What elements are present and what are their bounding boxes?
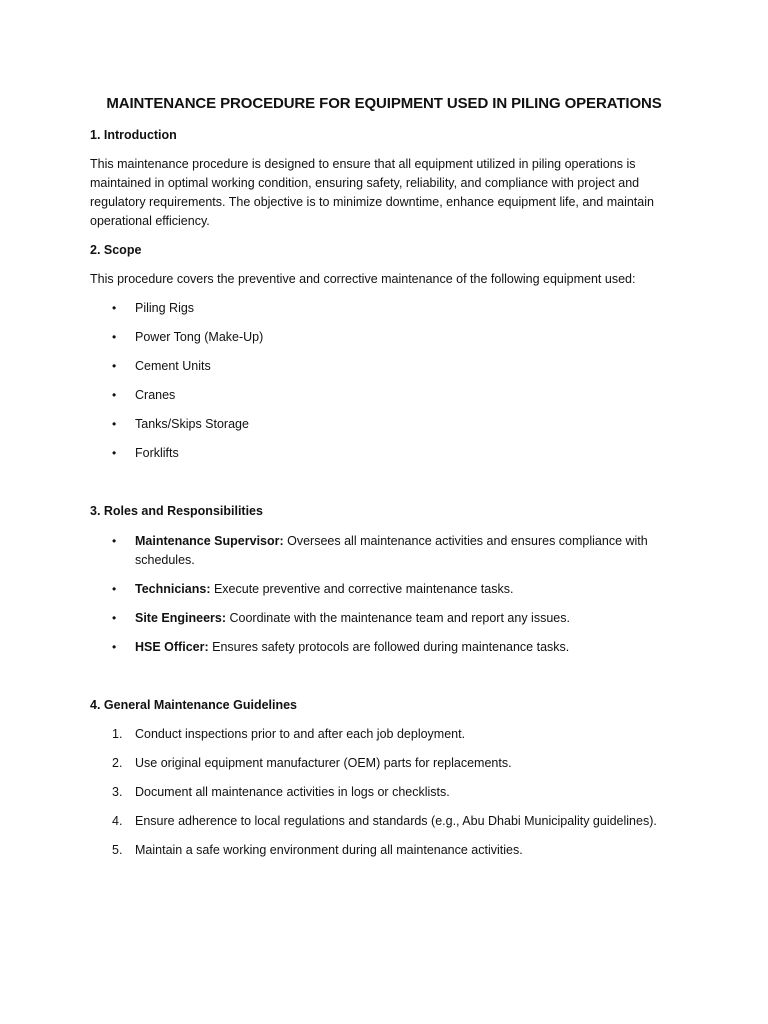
list-item xyxy=(90,328,690,347)
list-item xyxy=(90,580,690,599)
bullet-icon: • xyxy=(112,417,117,431)
list-item xyxy=(90,415,690,434)
list-item xyxy=(90,812,690,831)
introduction-heading: 1. Introduction xyxy=(90,128,177,142)
list-item xyxy=(90,754,690,773)
introduction-paragraph: This maintenance procedure is designed to ensure that all equipment utilized in piling operations is maintained in optimal working condition, ensuring safety, reliability, and compliance with project and regulatory requirements. The objective is to minimize downtime, enhance equipment life, and maintain operational efficiency. xyxy=(90,157,654,228)
bullet-icon: • xyxy=(112,534,117,548)
bullet-icon: • xyxy=(112,640,117,654)
list-item xyxy=(90,841,690,860)
guideline-text: Maintain a safe working environment during all maintenance activities. xyxy=(135,843,523,857)
role-term: Site Engineers: xyxy=(135,611,226,625)
guideline-text: Conduct inspections prior to and after each job deployment. xyxy=(135,727,466,741)
document-title: MAINTENANCE PROCEDURE FOR EQUIPMENT USED IN PILING OPERATIONS xyxy=(106,95,662,112)
equipment-name: Tanks/Skips Storage xyxy=(135,417,249,431)
item-number: 2. xyxy=(112,756,123,770)
guidelines-list xyxy=(90,725,690,870)
list-item xyxy=(90,299,690,318)
item-number: 5. xyxy=(112,843,123,857)
equipment-name: Cranes xyxy=(135,388,176,402)
role-description: Coordinate with the maintenance team and report any issues. xyxy=(226,611,570,625)
equipment-name: Forklifts xyxy=(135,446,179,460)
list-item xyxy=(90,444,690,463)
role-term: Maintenance Supervisor: xyxy=(135,534,284,548)
equipment-name: Piling Rigs xyxy=(135,301,195,315)
equipment-name: Cement Units xyxy=(135,359,211,373)
bullet-icon: • xyxy=(112,388,117,402)
list-item xyxy=(90,783,690,802)
item-number: 4. xyxy=(112,814,123,828)
bullet-icon: • xyxy=(112,301,117,315)
guideline-text: Use original equipment manufacturer (OEM) parts for replacements. xyxy=(135,756,512,770)
bullet-icon: • xyxy=(112,446,117,460)
list-item xyxy=(90,386,690,405)
list-item xyxy=(90,609,690,628)
bullet-icon: • xyxy=(112,582,117,596)
bullet-icon: • xyxy=(112,359,117,373)
role-description: Oversees all maintenance activities and ensures compliance with schedules. xyxy=(135,534,648,567)
role-description: Execute preventive and corrective maintenance tasks. xyxy=(210,582,514,596)
equipment-name: Power Tong (Make-Up) xyxy=(135,330,264,344)
item-number: 3. xyxy=(112,785,123,799)
list-item xyxy=(90,638,690,657)
role-description: Ensures safety protocols are followed during maintenance tasks. xyxy=(208,640,570,654)
item-number: 1. xyxy=(112,727,123,741)
roles-heading: 3. Roles and Responsibilities xyxy=(90,504,263,518)
bullet-icon: • xyxy=(112,611,117,625)
bullet-icon: • xyxy=(112,330,117,344)
guideline-text: Document all maintenance activities in logs or checklists. xyxy=(135,785,450,799)
list-item xyxy=(90,357,690,376)
role-term: HSE Officer: xyxy=(135,640,209,654)
role-term: Technicians: xyxy=(135,582,211,596)
scope-paragraph: This procedure covers the preventive and corrective maintenance of the following equipment used: xyxy=(90,272,636,286)
roles-list xyxy=(90,532,690,667)
guideline-text: Ensure adherence to local regulations and standards (e.g., Abu Dhabi Municipality guidelines). xyxy=(135,814,657,828)
guidelines-heading: 4. General Maintenance Guidelines xyxy=(90,698,298,712)
list-item xyxy=(90,725,690,744)
scope-heading: 2. Scope xyxy=(90,243,142,257)
scope-equipment-list xyxy=(90,299,690,473)
list-item xyxy=(90,532,690,570)
